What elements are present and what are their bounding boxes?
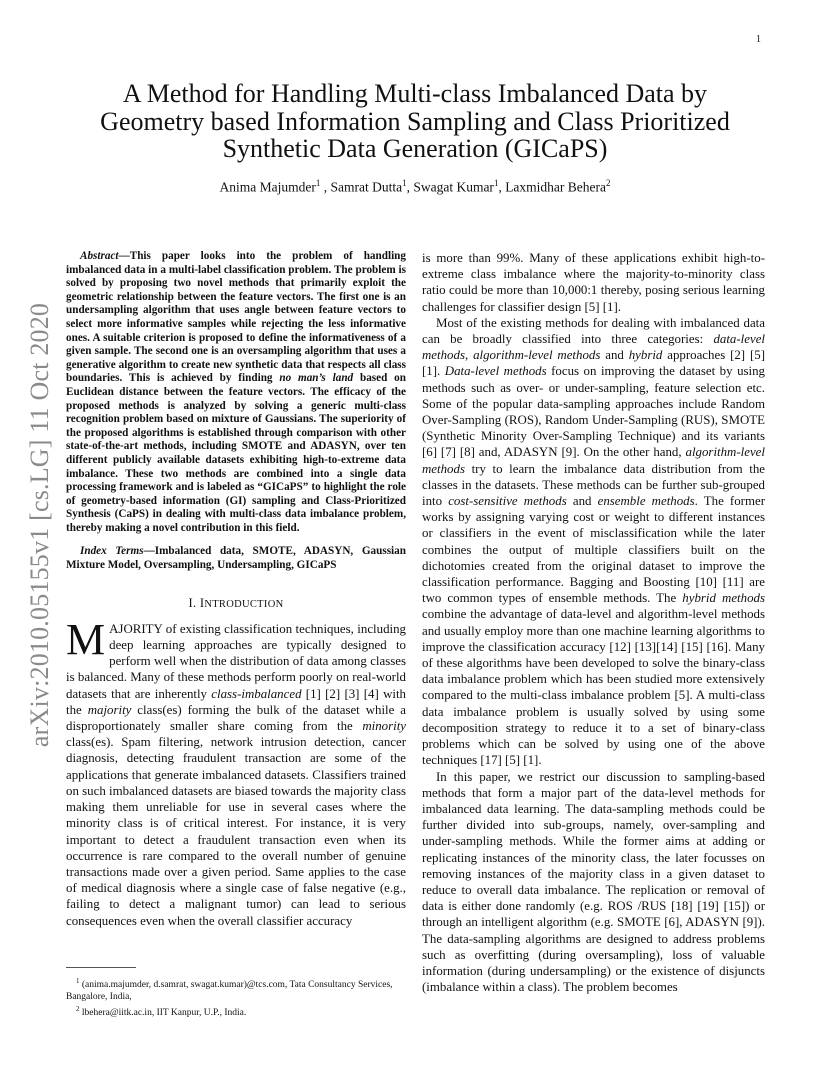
author-affiliation-mark: 1 — [493, 178, 499, 188]
emphasis: class-imbalanced — [211, 686, 302, 701]
text-run: and — [600, 348, 629, 363]
author-name: Laxmidhar Behera — [505, 179, 607, 195]
author-name: Swagat Kumar — [413, 179, 494, 195]
body-paragraph: In this paper, we restrict our discussion to sampling-based methods that form a major part of the data-level methods for imbalanced data learning. The data-sampling methods could be further divided into sub-groups, namely, over-sampling and under-sampling methods. While the former aims at adding or replicating instances of the minority class, the later focusses on removing instances of the majority class in a given dataset to reduce to overall data imbalance. The replication or removal of data is either done randomly (e.g. ROS /RUS [18] [19] [15]) or through an intelligent algorithm (e.g. SMOTE [6], ADASYN [9]). The data-sampling algorithms are designed to address problems such as overfitting (during oversampling), loss of valuable information (during undersampling) or the existence of disjuncts (imbalance within a class). The problem becomes — [422, 769, 765, 995]
page-number: 1 — [756, 34, 761, 45]
footnote-mark: 1 — [76, 977, 80, 985]
text-run: try to learn the imbalance data distribution from the classes in the datasets. These methods can be further sub-grouped into — [422, 461, 765, 509]
abstract-text-continued: based on Euclidean distance between the feature vectors. The efficacy of the proposed methods is analyzed by solving a generic multi-class recognition problem based on mixture of Gaussians. The superiority of the proposed algorithms is established through comparison with other state-of-the-art methods, including SMOTE and ADASYN, over ten different publicly available datasets exhibiting high-to-extreme data imbalance. These two methods are combined into a single data processing framework and is labeled as “GICaPS” to highlight the role of geometry-based information (GI) sampling and Class-Prioritized Synthesis (CaPS) in dealing with multi-class data imbalance problem, thereby making a novel contribution in this field. — [66, 372, 406, 534]
text-run: approaches [2] [5] [1]. — [422, 348, 765, 379]
text-run: AJORITY of existing classification techniques, including deep learning approaches are typically designed to perform well when the distribution of data among classes is balanced. Many of these methods perform poorly on real-world datasets that are inherently — [66, 621, 406, 701]
emphasis: algorithm-level methods — [473, 348, 601, 363]
text-run: [1] [2] [3] [4] with the — [66, 686, 406, 717]
section-title-first: I — [199, 595, 205, 610]
author-list: Anima Majumder$^1$ , Samrat Dutta$^1$, Swagat Kumar$^1$, Laxmidhar Behera$^2$ — [219, 178, 611, 195]
text-run: , — [464, 348, 474, 363]
emphasis: data-level methods — [422, 332, 765, 363]
text-run: class(es) forming the bulk of the dataset while a disproportionately smaller share coming from the — [66, 702, 406, 734]
abstract-emphasis: no man’s land — [279, 372, 354, 385]
section-number: I. — [188, 595, 197, 610]
footnote-text: lbehera@iitk.ac.in, IIT Kanpur, U.P., India. — [79, 1008, 247, 1019]
left-column — [66, 250, 406, 929]
footnote-rule — [66, 967, 136, 968]
footnote — [66, 975, 406, 1003]
intro-paragraph — [66, 614, 406, 929]
abstract-label: Abstract — [80, 250, 119, 262]
footnote — [66, 1003, 406, 1019]
abstract-text: —This paper looks into the problem of handling imbalanced data in a multi-label classification problem. The problem is solved by proposing two novel methods that primarily exploit the geometric relationship between the feature vectors. The first one is an undersampling algorithm that uses angle between feature vectors to select more informative samples while rejecting the less informative ones. A suitable criterion is proposed to define the informativeness of a given sample. The second one is an oversampling algorithm that uses a generative algorithm to create new synthetic data that respects all class boundaries. This is achieved by finding — [66, 250, 406, 385]
author-name: Samrat Dutta — [330, 179, 403, 195]
text-run: and — [566, 494, 598, 509]
section-heading — [66, 595, 406, 613]
emphasis: hybrid methods — [682, 591, 765, 606]
emphasis: hybrid — [628, 348, 663, 363]
body-paragraph: is more than 99%. Many of these applications exhibit high-to-extreme class imbalance where the majority-to-minority class ratio could be more than 10,000:1 thereby, posing serious learning challenges for classifier design [5] [1]. — [422, 251, 765, 314]
index-terms-text: —Imbalanced data, SMOTE, ADASYN, Gaussian Mixture Model, Oversampling, Undersampling, GICaPS — [66, 545, 406, 572]
section-title-rest: NTRODUCTION — [204, 598, 284, 610]
footnote-text: (anima.majumder, d.samrat, swagat.kumar)@tcs.com, Tata Consultancy Services, Bangalore, India, — [66, 980, 393, 1003]
index-terms — [66, 545, 406, 572]
paper-title: A Method for Handling Multi-class Imbalanced Data by Geometry based Information Sampling and Class Prioritized Synthetic Data Generation (GICaPS) — [100, 79, 730, 163]
text-run: . The former works by assigning varying cost or weight to different instances or classifiers in the event of misclassification while the later combines the output of multiple classifiers built on the dichotomies created from the original dataset to improve the classification performance. Bagging and Boosting [10] [11] are two common types of ensemble methods. The — [422, 494, 766, 606]
emphasis: minority — [362, 719, 406, 734]
text-run: combine the advantage of data-level and algorithm-level methods and usually employ more than one machine learning algorithms to improve the classification accuracy [12] [13][14] [15] [16]. Many of these algorithms have been developed to solve the binary-class data imbalance problem which has been studied more extensively compared to the multi-class imbalance problem [5]. A multi-class data imbalance problem is usually solved by using some decomposition strategy to reduce it to a set of binary-class problems which can be solved by using one of the above techniques [17] [5] [1]. — [422, 607, 765, 768]
footnotes — [66, 975, 406, 1019]
emphasis: Data-level methods — [444, 364, 547, 379]
body-paragraph — [422, 315, 765, 769]
emphasis: ensemble methods — [597, 494, 695, 509]
emphasis: cost-sensitive methods — [448, 494, 567, 509]
arxiv-identifier: arXiv:2010.05155v1 [cs.LG] 11 Oct 2020 — [25, 302, 54, 748]
author-affiliation-mark: 1 — [402, 178, 407, 188]
text-run: Most of the existing methods for dealing with imbalanced data can be broadly classified into three categories: — [422, 315, 765, 347]
arxiv-stamp — [20, 290, 60, 760]
emphasis: majority — [87, 702, 132, 717]
emphasis: algorithm-level methods — [422, 445, 765, 476]
footnote-mark: 2 — [76, 1005, 80, 1014]
author-affiliation-mark: 2 — [606, 178, 611, 188]
author-affiliation-mark: 1 — [315, 178, 321, 188]
index-terms-label: Index Terms — [80, 545, 144, 558]
abstract — [66, 250, 406, 535]
right-column — [422, 250, 765, 995]
author-name: Anima Majumder — [219, 179, 316, 195]
drop-cap: M — [66, 614, 106, 664]
text-run: class(es). Spam filtering, network intrusion detection, cancer diagnosis, detecting fraudulent transaction are some of the applications that generate imbalanced datasets. Classifiers trained on such imbalanced datasets are biased towards the majority class making them unreliable for use in several cases where the minority class is of critical interest. For instance, it is very important to detect a fraudulent transaction even when its occurrence is rare compared to the overall number of genuine transactions made over a given period. Same applies to the case of medical diagnosis where a single case of false negative (e.g., failing to detect a malignant tumor) can lead to serious consequences even when the overall classifier accuracy — [66, 735, 406, 928]
text-run: focus on improving the dataset by using methods such as over- or under-sampling, feature selection etc. Some of the popular data-sampling approaches include Random Over-Sampling (ROS), Random Under-Sampling (RUS), SMOTE (Synthetic Minority Over-Sampling Technique) and its variants [6] [7] [8] and, ADASYN [9]. On the other hand, — [422, 364, 766, 460]
